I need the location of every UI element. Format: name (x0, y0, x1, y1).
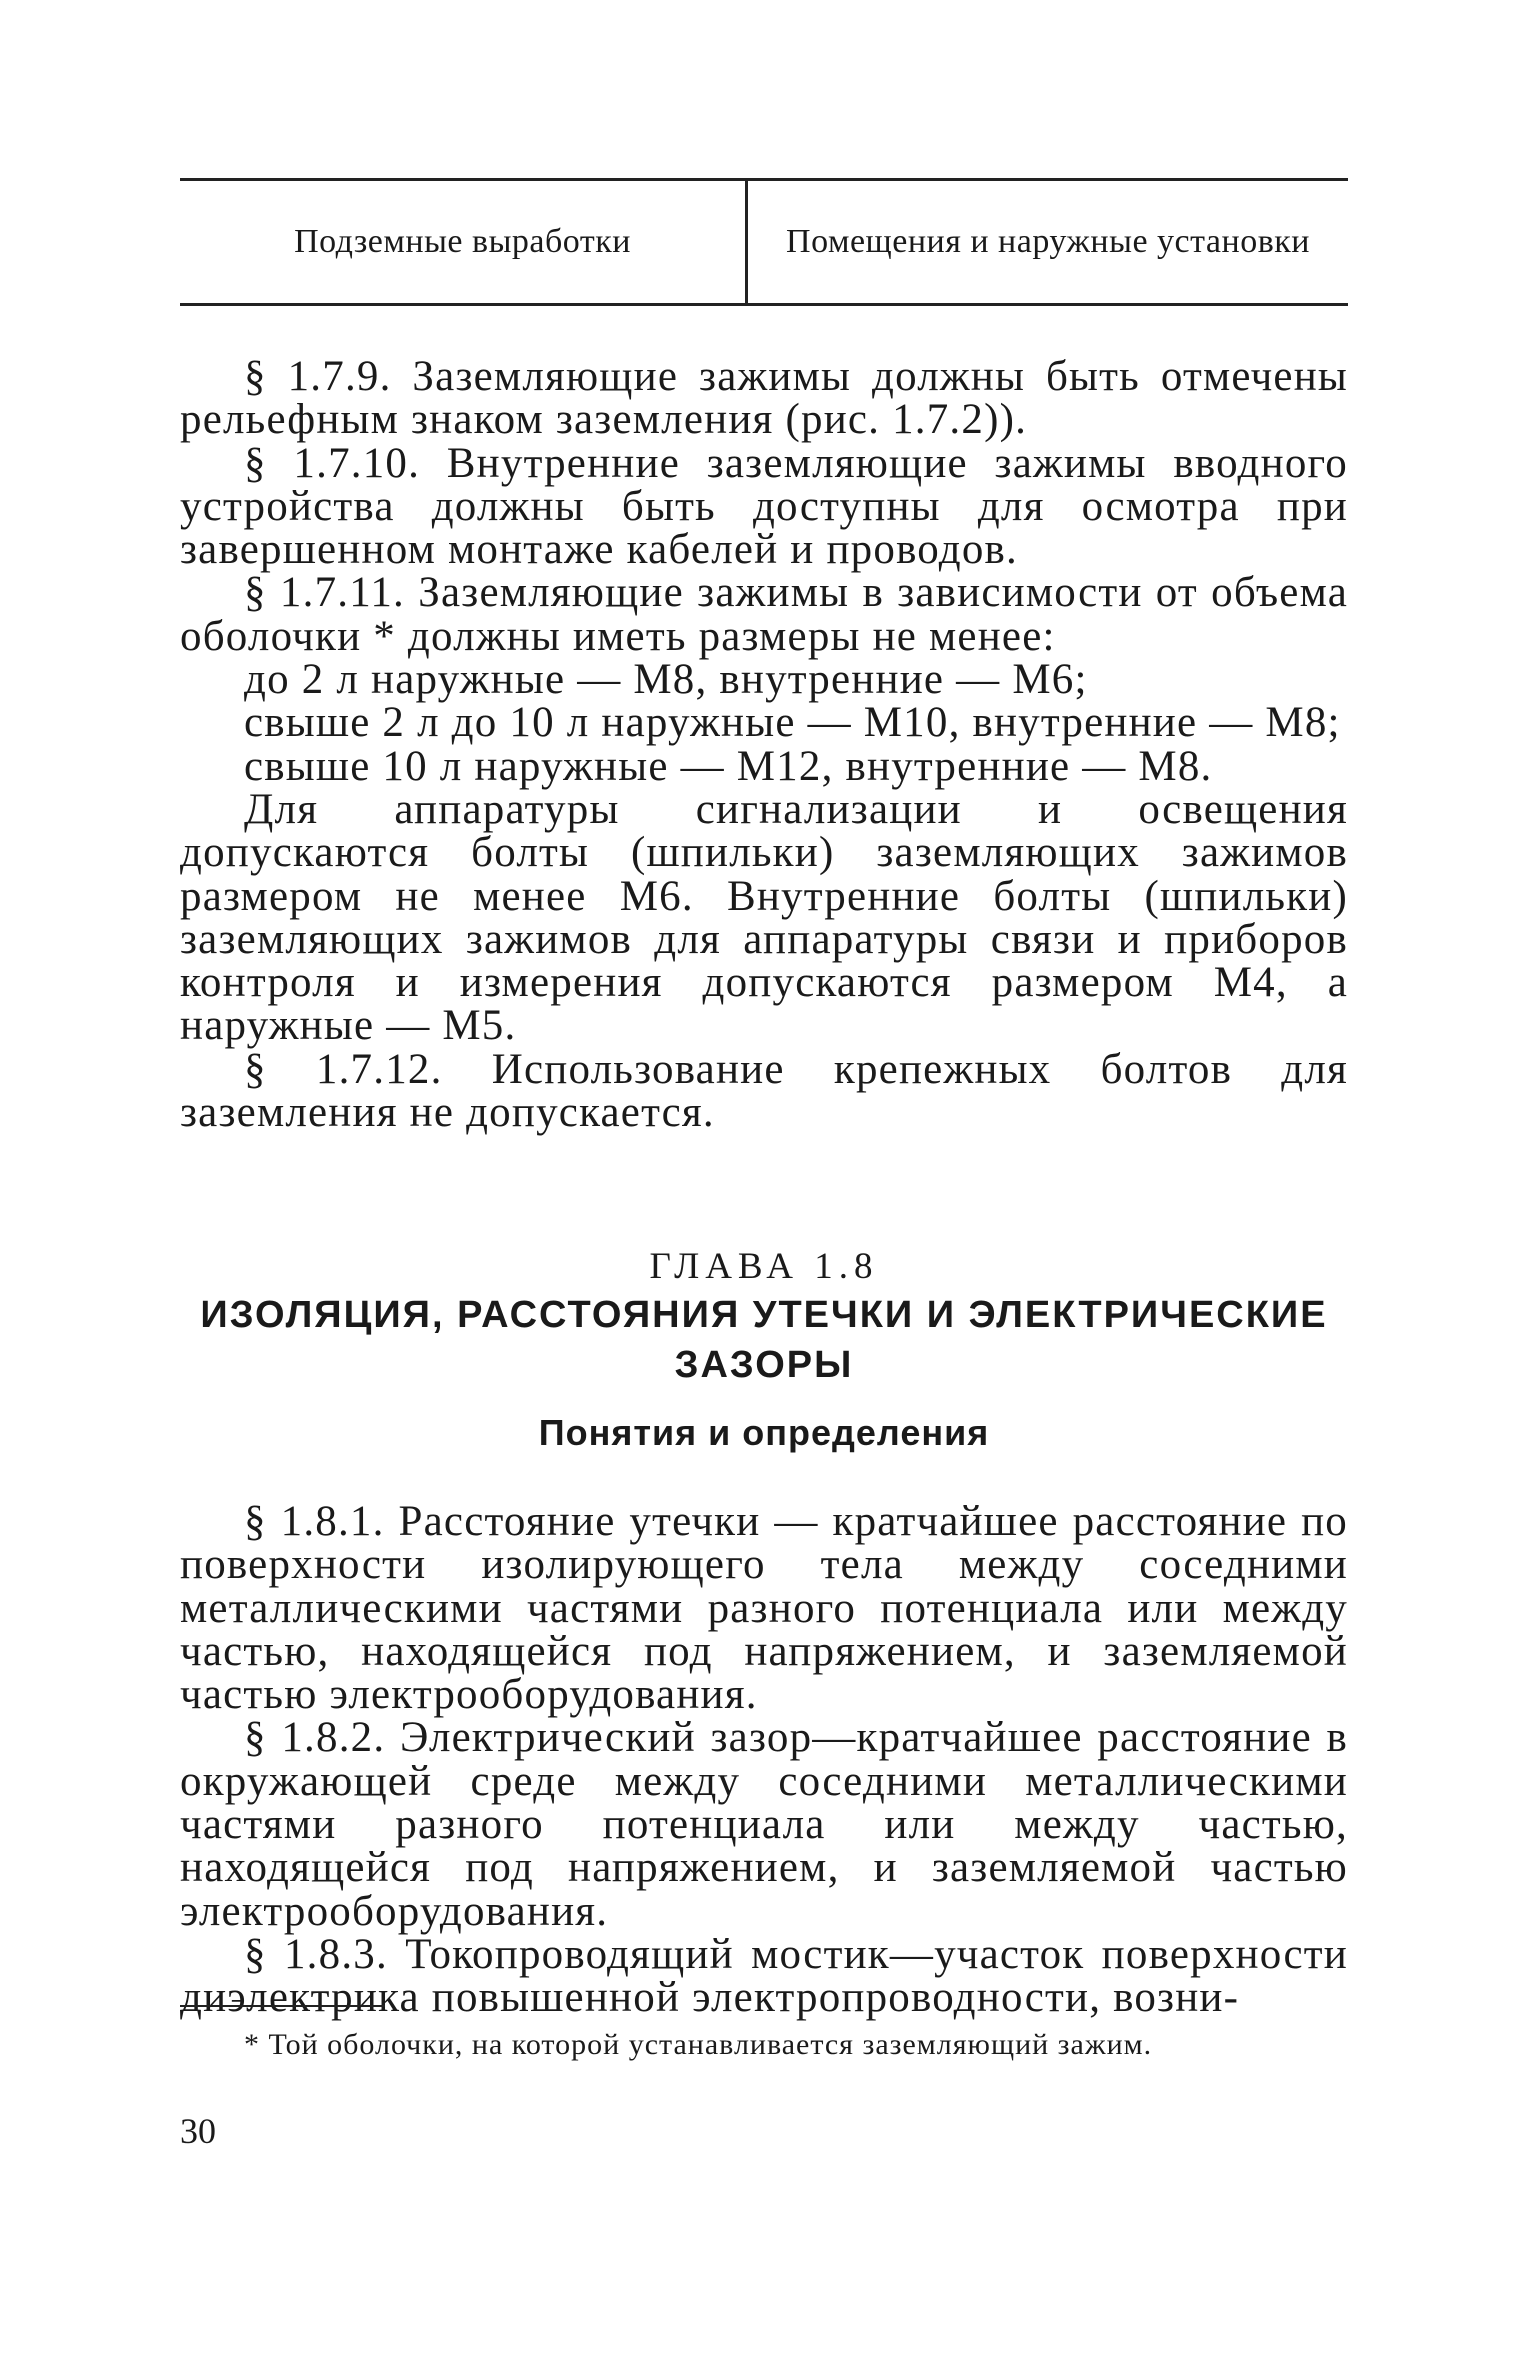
size-item: свыше 2 л до 10 л наружные — М10, внутренние — М8; (244, 699, 1341, 747)
section-1-8-text (180, 1500, 1348, 2020)
footnote-text: * Той оболочки, на которой устанавливается заземляющий зажим. (244, 2028, 1153, 2061)
size-list (180, 658, 1348, 788)
paragraph-1-8-3: § 1.8.3. Токопроводящий мостик—участок поверхности диэлектрика повышенной электропроводности, возни- (180, 1930, 1348, 2022)
chapter-title: ИЗОЛЯЦИЯ, РАССТОЯНИЯ УТЕЧКИ И ЭЛЕКТРИЧЕСКИЕ ЗАЗОРЫ (200, 1294, 1328, 1386)
size-item: до 2 л наружные — М8, внутренние — М6; (244, 656, 1088, 704)
footnote (180, 2025, 1348, 2065)
table-header (180, 178, 1348, 306)
footnote-rule (180, 2005, 385, 2007)
paragraph-1-7-10: § 1.7.10. Внутренние заземляющие зажимы вводного устройства должны быть доступны для осмотра при завершенном монтаже кабелей и проводов. (180, 439, 1348, 574)
table-header-col-underground: Подземные выработки (180, 181, 748, 303)
paragraph-1-8-2: § 1.8.2. Электрический зазор—кратчайшее расстояние в окружающей среде между соседними металлическими частями разного потенциала или между частью, находящейся под напряжением, и заземляемой частью электрооборудования. (180, 1714, 1348, 1935)
paragraph-1-8-1: § 1.8.1. Расстояние утечки — кратчайшее расстояние по поверхности изолирующего тела между соседними металлическими частями разного потенциала или между частью, находящейся под напряжением, и заземляемой частью электрооборудования. (180, 1498, 1348, 1719)
size-item: свыше 10 л наружные — М12, внутренние — М8. (244, 742, 1213, 790)
paragraph-1-7-11-continued: Для аппаратуры сигнализации и освещения допускаются болты (шпильки) заземляющих зажимов размером не менее М6. Внутренние болты (шпильки) заземляющих зажимов для аппаратуры связи и приборов контроля и измерения допускаются размером М4, а наружные — М5. (180, 785, 1348, 1050)
subsection-title: Понятия и определения (538, 1412, 990, 1453)
paragraph-1-7-11: § 1.7.11. Заземляющие зажимы в зависимости от объема оболочки * должны иметь размеры не менее: (180, 569, 1348, 660)
table-header-col-premises: Помещения и наружные установки (786, 223, 1310, 260)
chapter-label: ГЛАВА 1.8 (649, 1246, 879, 1287)
page-number: 30 (180, 2111, 216, 2151)
paragraph-1-7-9: § 1.7.9. Заземляющие зажимы должны быть отмечены рельефным знаком заземления (рис. 1.7.2)). (180, 353, 1348, 444)
paragraph-1-7-12: § 1.7.12. Использование крепежных болтов для заземления не допускается. (180, 1045, 1348, 1137)
section-1-7-text (180, 353, 1348, 1137)
